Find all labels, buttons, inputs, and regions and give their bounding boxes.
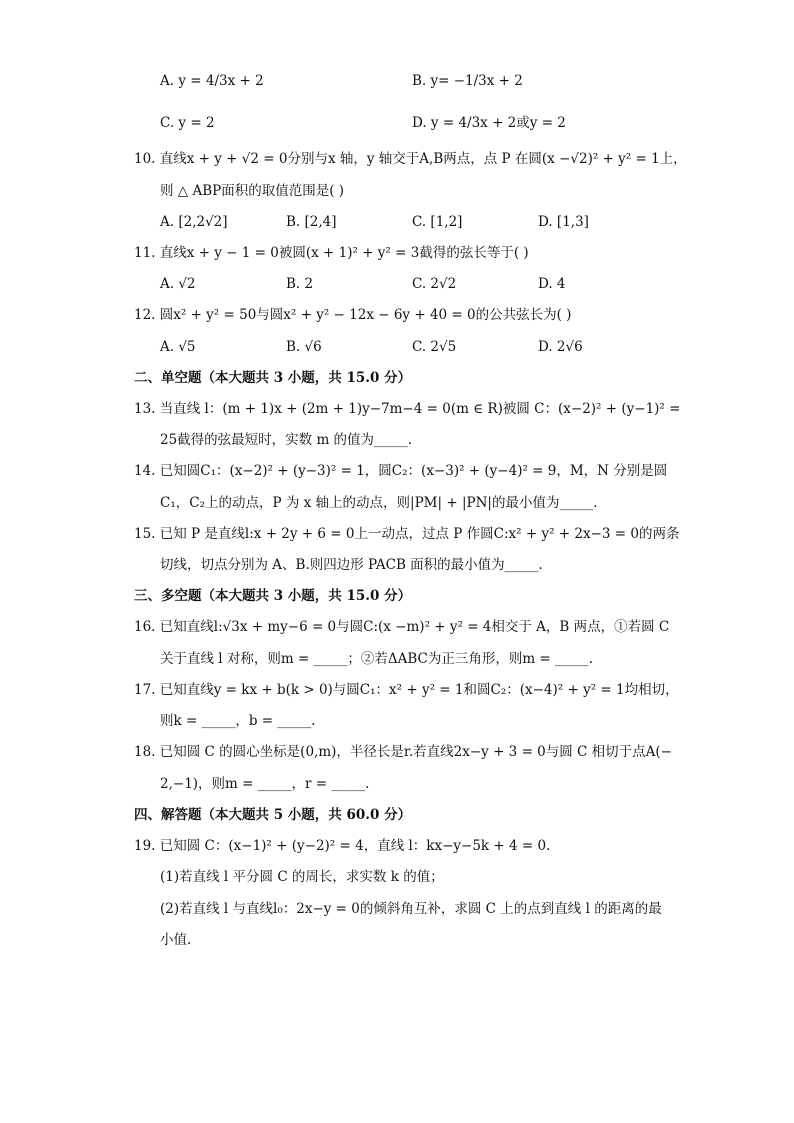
q10-option-c: C. [1,2] — [412, 214, 463, 230]
q14-stem-line2: C₁，C₂上的动点，P 为 x 轴上的动点，则|PM| + |PN|的最小值为_____. — [160, 495, 598, 511]
q9-option-d: D. y = 4/3x + 2或y = 2 — [412, 115, 566, 131]
q17-stem-line1: 17. 已知直线y = kx + b(k > 0)与圆C₁：x² + y² = 1和圆C₂：(x−4)² + y² = 1均相切， — [134, 682, 679, 698]
q12-option-c: C. 2√5 — [412, 339, 457, 355]
q9-option-c: C. y = 2 — [160, 115, 215, 131]
q16-stem-line2: 关于直线 l 对称，则m = _____；②若ΔABC为正三角形，则m = _____. — [160, 651, 594, 667]
q12-option-b: B. √6 — [286, 339, 322, 355]
q19-part1: (1)若直线 l 平分圆 C 的周长，求实数 k 的值； — [160, 869, 444, 885]
q13-stem-line2: 25截得的弦最短时，实数 m 的值为_____. — [160, 432, 413, 448]
q11-option-d: D. 4 — [538, 276, 566, 292]
q17-stem-line2: 则k = _____，b = _____. — [160, 713, 316, 729]
q19-part2-line1: (2)若直线 l 与直线l₀：2x−y = 0的倾斜角互补，求圆 C 上的点到直线 l 的距离的最 — [160, 901, 662, 917]
q15-stem-line2: 切线，切点分别为 A、B.则四边形 PACB 面积的最小值为_____. — [160, 557, 543, 573]
q12-stem: 12. 圆x² + y² = 50与圆x² + y² − 12x − 6y + 40 = 0的公共弦长为( ) — [134, 307, 572, 323]
q19-stem-line1: 19. 已知圆 C：(x−1)² + (y−2)² = 4，直线 l：kx−y−5k + 4 = 0. — [134, 838, 551, 854]
q19-part2-line2: 小值. — [160, 932, 192, 948]
q9-option-a: A. y = 4/3x + 2 — [160, 73, 264, 89]
q12-option-a: A. √5 — [160, 339, 196, 355]
section-heading-single-blank: 二、单空题（本大题共 3 小题，共 15.0 分） — [134, 370, 412, 386]
q16-stem-line1: 16. 已知直线l:√3x + my−6 = 0与圆C:(x −m)² + y² = 4相交于 A，B 两点，①若圆 C — [134, 619, 670, 635]
q10-option-a: A. [2,2√2] — [160, 214, 228, 230]
section-heading-answer: 四、解答题（本大题共 5 小题，共 60.0 分） — [134, 807, 412, 823]
q12-option-d: D. 2√6 — [538, 339, 583, 355]
q14-stem-line1: 14. 已知圆C₁：(x−2)² + (y−3)² = 1，圆C₂：(x−3)² + (y−4)² = 9，M，N 分别是圆 — [134, 463, 668, 479]
q11-option-a: A. √2 — [160, 276, 196, 292]
q10-stem-line1: 10. 直线x + y + √2 = 0分别与x 轴，y 轴交于A,B两点，点 P 在圆(x −√2)² + y² = 1上， — [134, 151, 687, 167]
q15-stem-line1: 15. 已知 P 是直线l:x + 2y + 6 = 0上一动点，过点 P 作圆C:x² + y² + 2x−3 = 0的两条 — [134, 526, 680, 542]
q13-stem-line1: 13. 当直线 l：(m + 1)x + (2m + 1)y−7m−4 = 0(m ∈ R)被圆 C：(x−2)² + (y−1)² = — [134, 401, 681, 417]
q11-stem: 11. 直线x + y − 1 = 0被圆(x + 1)² + y² = 3截得的弦长等于( ) — [134, 245, 529, 261]
q10-option-d: D. [1,3] — [538, 214, 589, 230]
q18-stem-line2: 2,−1)，则m = _____，r = _____. — [160, 776, 370, 792]
section-heading-multi-blank: 三、多空题（本大题共 3 小题，共 15.0 分） — [134, 588, 412, 604]
q18-stem-line1: 18. 已知圆 C 的圆心坐标是(0,m)，半径长是r.若直线2x−y + 3 = 0与圆 C 相切于点A(− — [134, 744, 672, 760]
q10-stem-line2: 则 △ ABP面积的取值范围是( ) — [160, 183, 345, 199]
q9-option-b: B. y= −1/3x + 2 — [412, 73, 523, 89]
q10-option-b: B. [2,4] — [286, 214, 337, 230]
q11-option-c: C. 2√2 — [412, 276, 457, 292]
q11-option-b: B. 2 — [286, 276, 314, 292]
